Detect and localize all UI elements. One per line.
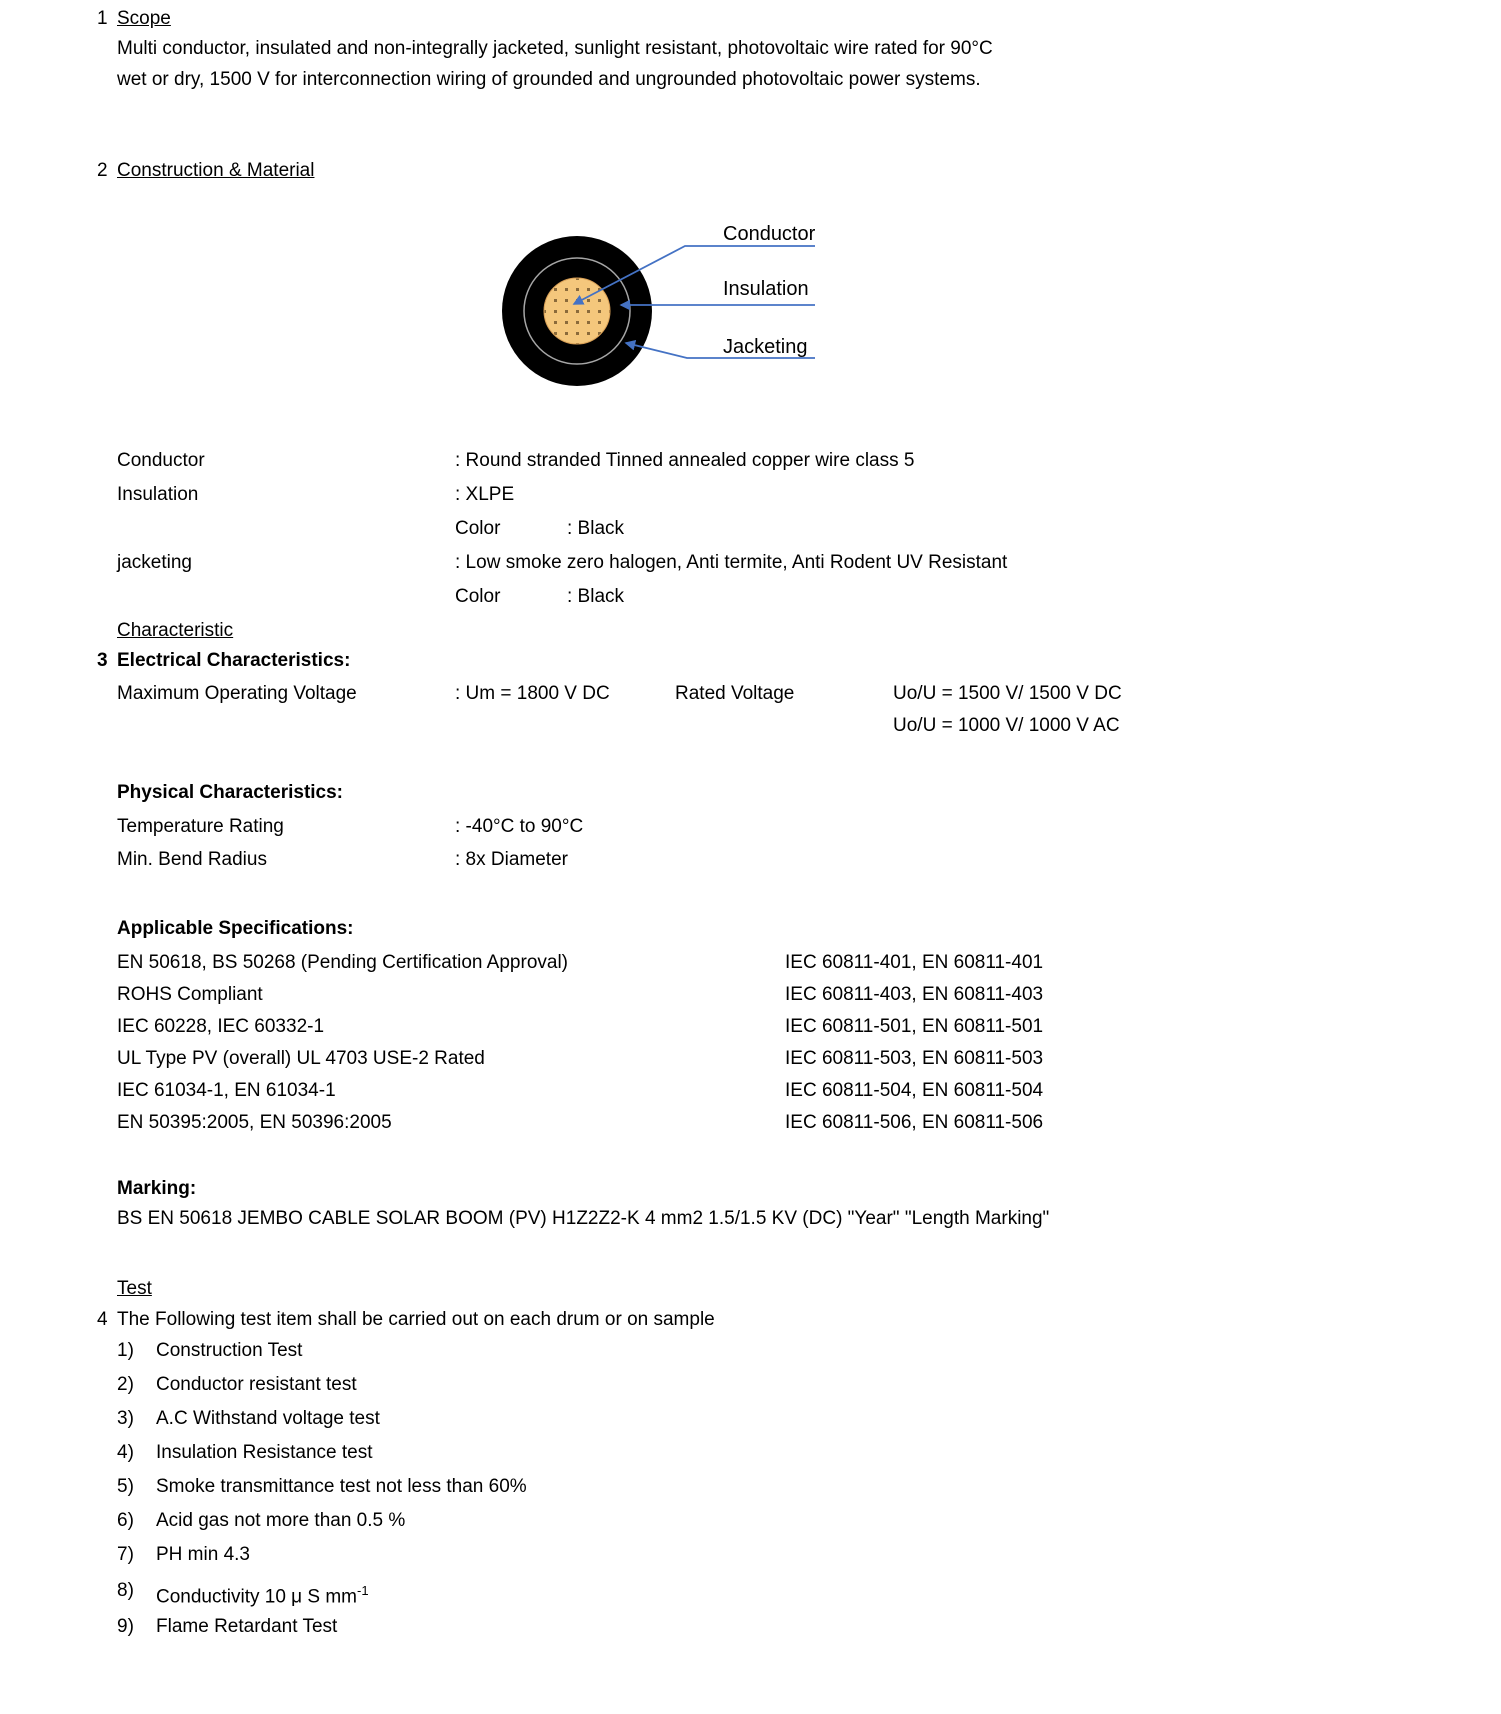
construction-rows [117, 444, 1007, 614]
test-item [117, 1334, 715, 1368]
spec-item-left: IEC 61034-1, EN 61034-1 [117, 1080, 336, 1101]
conductor-label: Conductor [723, 223, 816, 245]
test-item-text: A.C Withstand voltage test [156, 1408, 380, 1429]
test-item-text: Insulation Resistance test [156, 1442, 373, 1463]
spec-item-right: IEC 60811-503, EN 60811-503 [785, 1048, 1044, 1069]
test-item [117, 1610, 715, 1644]
electrical-section [97, 650, 1122, 742]
test-item-number: 7) [117, 1544, 134, 1565]
test-item [117, 1538, 715, 1572]
physical-section [117, 782, 583, 876]
rated-voltage-value: Uo/U = 1500 V/ 1500 V DC [893, 683, 1122, 704]
physical-row [117, 810, 583, 843]
material-row [117, 546, 1007, 580]
jacketing-label: Jacketing [723, 336, 808, 358]
test-item-number: 2) [117, 1374, 134, 1395]
construction-heading [97, 160, 314, 182]
test-item [117, 1504, 715, 1538]
material-row [117, 478, 1007, 512]
physical-label: Temperature Rating [117, 816, 284, 837]
marking-title: Marking: [117, 1178, 197, 1199]
material-row [117, 444, 1007, 478]
electrical-title: Electrical Characteristics: [117, 650, 351, 671]
physical-value: : 8x Diameter [455, 849, 568, 870]
test-heading: Test [117, 1278, 152, 1299]
test-item-number: 8) [117, 1580, 134, 1601]
test-item [117, 1470, 715, 1504]
spec-item-left: UL Type PV (overall) UL 4703 USE-2 Rated [117, 1048, 485, 1069]
test-item [117, 1402, 715, 1436]
material-row [117, 512, 1007, 546]
rated-voltage-value-2: Uo/U = 1000 V/ 1000 V AC [893, 715, 1120, 736]
spec-item-right: IEC 60811-506, EN 60811-506 [785, 1112, 1044, 1133]
voltage-row [117, 678, 1122, 710]
test-item-text: Conductor resistant test [156, 1374, 357, 1395]
test-item-number: 9) [117, 1616, 134, 1637]
marking-text: BS EN 50618 JEMBO CABLE SOLAR BOOM (PV) H1Z2Z2-K 4 mm2 1.5/1.5 KV (DC) "Year" "Length Marking" [117, 1208, 1050, 1229]
section-number: 1 [97, 8, 108, 29]
voltage-row-2 [117, 710, 1122, 742]
test-item [117, 1436, 715, 1470]
section-number: 4 [97, 1309, 108, 1330]
test-item-text: Construction Test [156, 1340, 303, 1361]
specs-title: Applicable Specifications: [117, 918, 354, 939]
physical-row [117, 843, 583, 876]
voltage-label: Maximum Operating Voltage [117, 683, 357, 704]
test-intro: The Following test item shall be carried out on each drum or on sample [117, 1309, 715, 1330]
spec-item-left: EN 50618, BS 50268 (Pending Certification Approval) [117, 952, 568, 973]
spec-item-right: IEC 60811-403, EN 60811-403 [785, 984, 1044, 1005]
scope-title: Scope [117, 8, 171, 29]
test-item-number: 1) [117, 1340, 134, 1361]
section-number: 2 [97, 160, 108, 181]
test-item-text: PH min 4.3 [156, 1544, 250, 1565]
test-item-text: Acid gas not more than 0.5 % [156, 1510, 406, 1531]
test-item-text: Smoke transmittance test not less than 60% [156, 1476, 527, 1497]
spec-item-right: IEC 60811-401, EN 60811-401 [785, 952, 1044, 973]
physical-value: : -40°C to 90°C [455, 816, 584, 837]
section-number: 3 [97, 650, 108, 671]
material-value: : Black [567, 518, 625, 539]
rated-voltage-label: Rated Voltage [675, 683, 795, 704]
test-item-number: 6) [117, 1510, 134, 1531]
scope-body: Multi conductor, insulated and non-integrally jacketed, sunlight resistant, photovoltaic wire rated for 90°C wet or dry, 1500 V for interconnection wiring of grounded and ungrounded photovoltaic power systems. [117, 38, 993, 90]
cable-cross-section-diagram [440, 185, 900, 400]
test-list [117, 1334, 715, 1644]
physical-title: Physical Characteristics: [117, 782, 344, 803]
spec-item-left: IEC 60228, IEC 60332-1 [117, 1016, 325, 1037]
material-value: : Round stranded Tinned annealed copper wire class 5 [455, 450, 915, 471]
marking-section [117, 1178, 1217, 1230]
voltage-value: : Um = 1800 V DC [455, 683, 610, 704]
material-row [117, 580, 1007, 614]
test-item-number: 5) [117, 1476, 134, 1497]
scope-section [97, 8, 1022, 95]
test-item-text: Conductivity 10 μ S $mm^{-1}$ [156, 1583, 369, 1608]
test-item-text: Flame Retardant Test [156, 1616, 338, 1637]
characteristic-heading: Characteristic [117, 620, 234, 641]
spec-item-right: IEC 60811-504, EN 60811-504 [785, 1080, 1044, 1101]
test-section [97, 1278, 715, 1644]
material-value: : Black [567, 586, 625, 607]
specs-grid [117, 947, 1043, 1139]
physical-label: Min. Bend Radius [117, 849, 267, 870]
test-item-superscript: -1 [357, 1583, 369, 1598]
material-sub-label: Color [455, 586, 501, 607]
specs-section [117, 918, 1043, 1139]
material-label: jacketing [117, 552, 192, 573]
material-label: Conductor [117, 450, 205, 471]
conductor-core [544, 278, 610, 344]
test-item [117, 1572, 715, 1610]
material-sub-label: Color [455, 518, 501, 539]
spec-item-right: IEC 60811-501, EN 60811-501 [785, 1016, 1044, 1037]
material-label: Insulation [117, 484, 199, 505]
test-item [117, 1368, 715, 1402]
insulation-label: Insulation [723, 278, 809, 300]
material-value: : Low smoke zero halogen, Anti termite, Anti Rodent UV Resistant [455, 552, 1008, 573]
spec-item-left: EN 50395:2005, EN 50396:2005 [117, 1112, 392, 1133]
test-item-number: 4) [117, 1442, 134, 1463]
construction-title: Construction & Material [117, 160, 315, 181]
material-value: : XLPE [455, 484, 515, 505]
test-item-number: 3) [117, 1408, 134, 1429]
spec-item-left: ROHS Compliant [117, 984, 263, 1005]
